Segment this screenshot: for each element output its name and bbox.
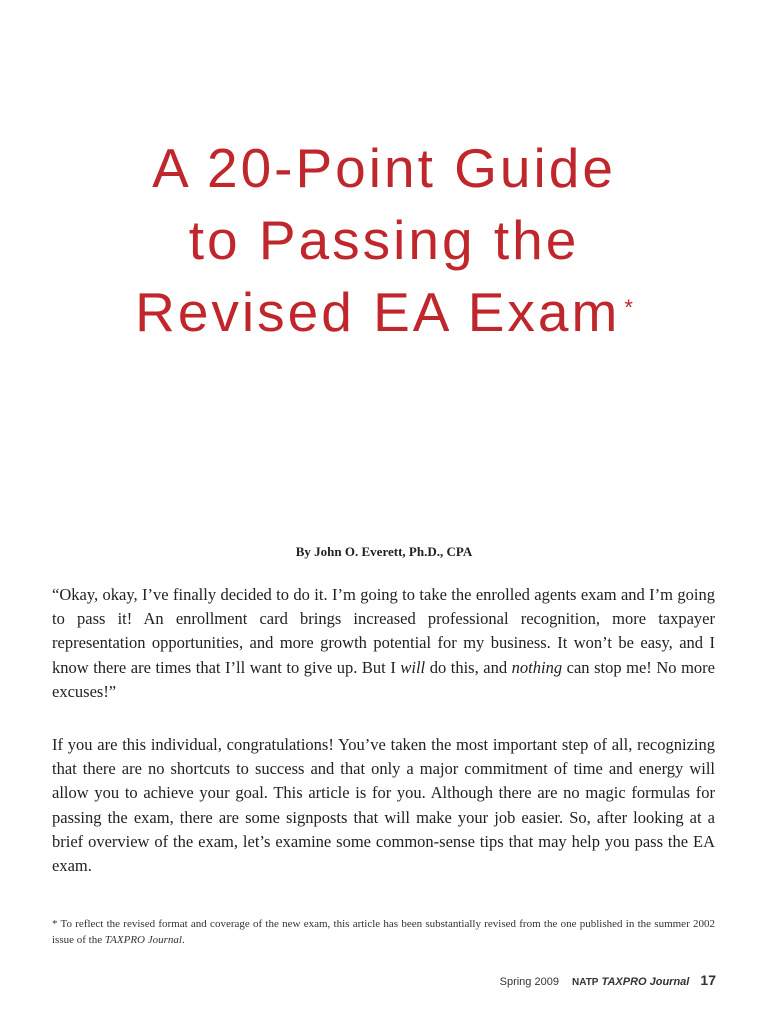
paragraph-1-part-a: “Okay, okay, I’ve finally decided to do it. I’m going to take the enrolled agents exam and I’m going to pass it! An enrollment card brings increased professional recognition, more taxpayer representation opportunities, and more growth potential for my business. It won’t be easy, and I know there are times that I’ll want to give up. But I bbox=[52, 585, 715, 677]
paragraph-1-part-c: can stop me! No more excuses!” bbox=[52, 657, 715, 701]
title-line-3-text: Revised EA Exam bbox=[135, 281, 621, 343]
paragraph-2-text: If you are this individual, congratulations! You’ve taken the most important step of all, recognizing that there are no shortcuts to success and that only a major commitment of time and energy will allow you to achieve your goal. This article is for you. Although there are no magic formulas for passing the exam, there are some signposts that will make your job easier. So, after looking at a brief overview of the exam, let’s examine some common-sense tips that may help you pass the EA exam. bbox=[52, 735, 715, 876]
footnote-journal-name: TAXPRO Journal bbox=[104, 934, 182, 946]
title-line-3 bbox=[0, 276, 768, 348]
page-footer bbox=[500, 972, 716, 988]
page-number: 17 bbox=[700, 972, 716, 988]
footnote-part-a: * To reflect the revised format and coverage of the new exam, this article has been substantially revised from the one published in the summer 2002 issue of the bbox=[52, 918, 715, 946]
paragraph-2 bbox=[52, 733, 715, 878]
footnote bbox=[52, 916, 715, 948]
footer-publication: TAXPRO Journal bbox=[601, 976, 690, 988]
article-title bbox=[0, 132, 768, 348]
byline: By John O. Everett, Ph.D., CPA bbox=[295, 544, 473, 559]
title-footnote-marker: * bbox=[624, 295, 633, 320]
emphasis-will: will bbox=[400, 657, 426, 677]
footer-org: NATP bbox=[572, 977, 599, 988]
footnote-part-b: . bbox=[181, 934, 185, 946]
paragraph-1 bbox=[52, 583, 715, 704]
paragraph-1-part-b: do this, and bbox=[425, 657, 512, 677]
footer-issue: Spring 2009 bbox=[499, 976, 559, 988]
emphasis-nothing: nothing bbox=[511, 657, 563, 677]
paragraph-1-text bbox=[52, 583, 715, 704]
title-line-1: A 20-Point Guide bbox=[152, 137, 616, 199]
title-line-2: to Passing the bbox=[188, 209, 580, 271]
